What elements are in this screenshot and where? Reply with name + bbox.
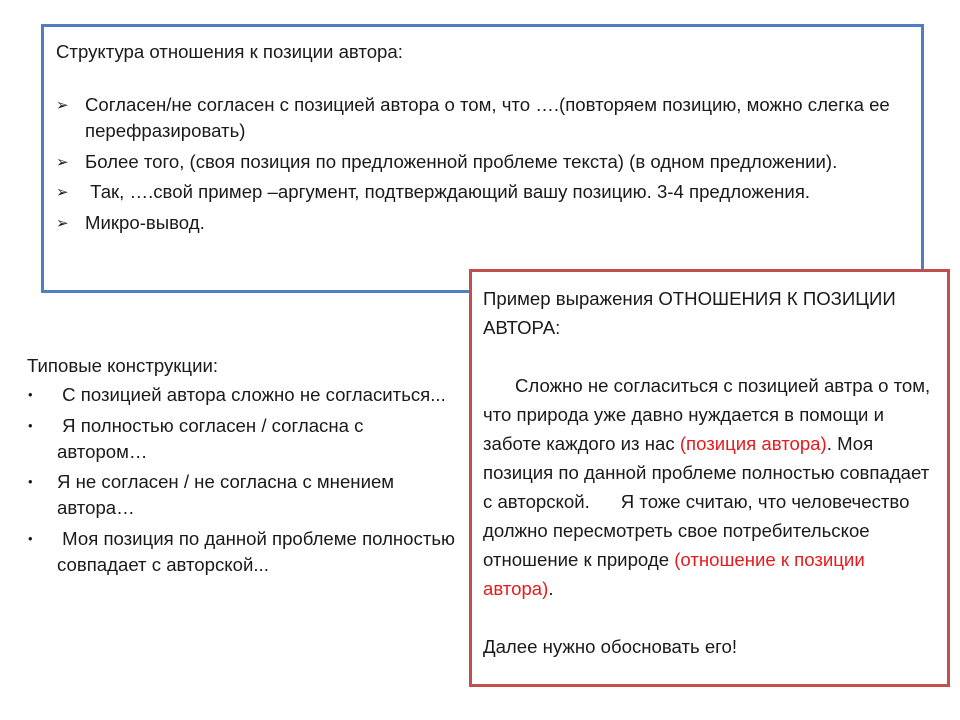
example-text: Сложно не согласиться с позицией автра о том, что природа уже давно нуждается в помощи и заботе каждого из нас bbox=[483, 375, 936, 454]
list-item-text: Я не согласен / не согласна с мнением автора… bbox=[57, 471, 395, 519]
list-item bbox=[27, 382, 457, 408]
arrow-bullet-icon: ➢ bbox=[56, 213, 69, 232]
example-title: Пример выражения ОТНОШЕНИЯ К ПОЗИЦИИ АВТОРА: bbox=[483, 288, 896, 338]
dot-bullet-icon: • bbox=[28, 387, 33, 403]
list-item-text: Моя позиция по данной проблеме полностью совпадает с авторской... bbox=[57, 527, 461, 576]
list-item-text: Я полностью согласен / согласна с автором… bbox=[57, 414, 369, 462]
spacer bbox=[483, 342, 935, 371]
dot-bullet-icon: • bbox=[28, 474, 33, 490]
arrow-bullet-icon: ➢ bbox=[56, 152, 69, 171]
example-box bbox=[469, 269, 950, 687]
list-item bbox=[56, 149, 909, 176]
example-conclusion: Далее нужно обосновать его! bbox=[483, 636, 738, 657]
list-item-text: Согласен/не согласен с позицией автора о том, что ….(повторяем позицию, можно слегка ее перефразировать) bbox=[85, 93, 890, 141]
author-position-note: (позиция автора) bbox=[679, 433, 827, 454]
list-item-text: Так, ….свой пример –аргумент, подтверждающий вашу позицию. 3-4 предложения. bbox=[85, 181, 811, 202]
arrow-bullet-icon: ➢ bbox=[56, 95, 69, 114]
list-item bbox=[27, 526, 461, 579]
list-item-text: С позицией автора сложно не согласиться... bbox=[57, 384, 446, 406]
dot-bullet-icon: • bbox=[28, 417, 33, 433]
typical-constructions bbox=[27, 353, 461, 582]
example-text: . Моя позиция по данной проблеме полностью совпадает с авторской. Я тоже считаю, что человечество должно пересмотреть свое потребительское отношение к природе bbox=[483, 433, 935, 570]
typical-title: Типовые конструкции: bbox=[27, 355, 219, 376]
spacer bbox=[483, 603, 935, 632]
example-paragraph bbox=[483, 371, 935, 603]
list-item bbox=[56, 179, 909, 206]
structure-box bbox=[41, 24, 924, 293]
list-item bbox=[56, 210, 909, 237]
list-item bbox=[27, 413, 457, 466]
list-item bbox=[56, 92, 909, 145]
list-item bbox=[27, 469, 457, 522]
attitude-note: (отношение к позиции автора) bbox=[483, 549, 870, 599]
structure-list bbox=[56, 92, 909, 237]
list-item-text: Микро-вывод. bbox=[85, 211, 205, 233]
dot-bullet-icon: • bbox=[28, 530, 33, 546]
structure-title: Структура отношения к позиции автора: bbox=[56, 41, 403, 62]
typical-list bbox=[27, 382, 461, 578]
list-item-text: Более того, (своя позиция по предложенной проблеме текста) (в одном предложении). bbox=[85, 150, 838, 172]
example-text: . bbox=[548, 578, 554, 599]
arrow-bullet-icon: ➢ bbox=[56, 183, 69, 201]
